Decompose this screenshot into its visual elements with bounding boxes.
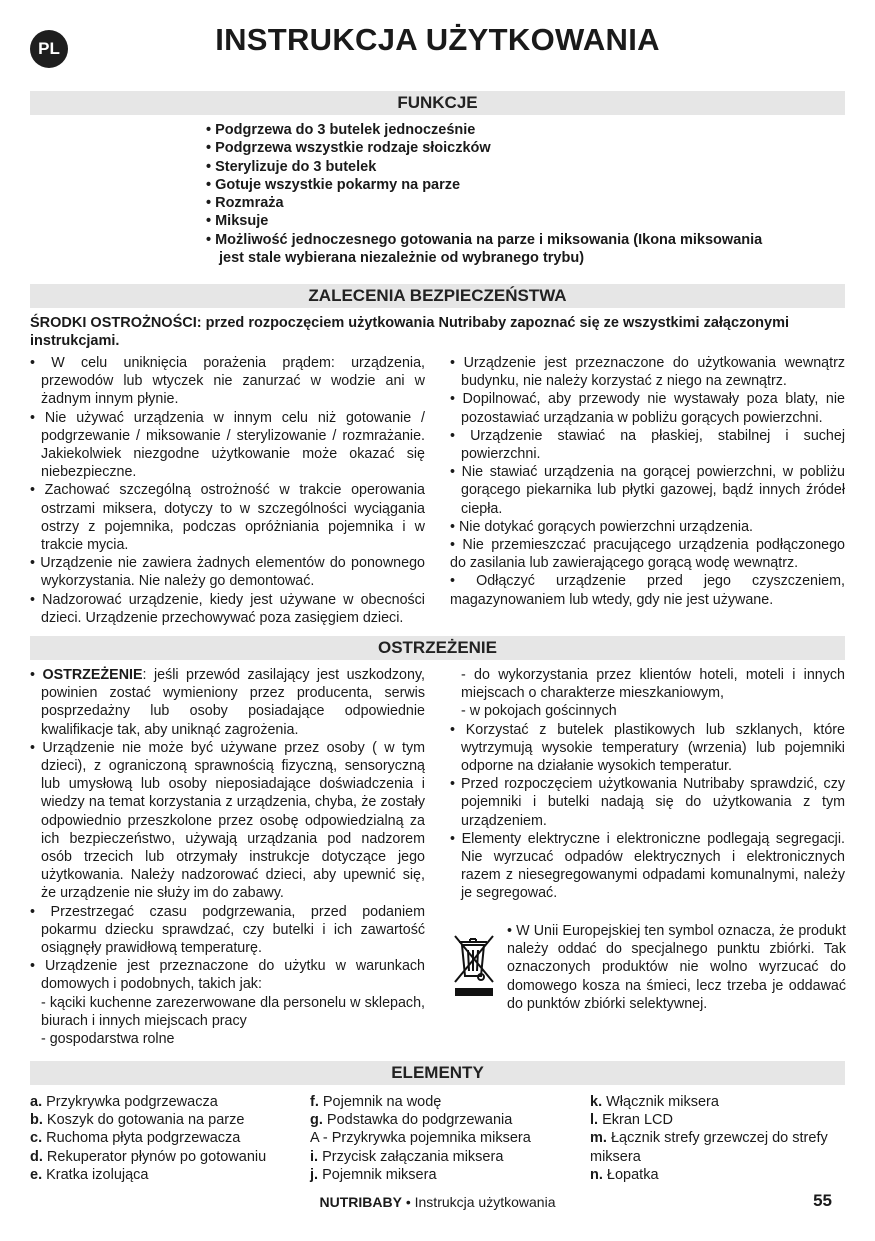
bullet: • [30, 667, 43, 683]
warning-left-column [30, 666, 425, 1048]
element-item [30, 1111, 295, 1129]
safety-item: • Nie stawiać urządzenia na gorącej powierzchni, w pobliżu gorącego piekarnika lub płytki gazowej, bądź innych źródeł ciepła. [450, 464, 845, 517]
section-heading-safety: ZALECENIA BEZPIECZEŃSTWA [30, 284, 845, 308]
element-item [30, 1093, 295, 1111]
warning-subitem: - do wykorzystania przez klientów hoteli, moteli i innych miejscach o charakterze mieszkaniowym, [461, 667, 845, 702]
element-key: m. [590, 1130, 607, 1147]
safety-left-column [30, 354, 425, 627]
safety-item: • Zachować szczególną ostrożność w trakcie operowania ostrzami miksera, dotyczy to w szczególności wyciągania ostrzy z pojemnika, podczas opróżniania pojemnika i w trakcie mycia. [30, 482, 425, 554]
feature-item: • Sterylizuje do 3 butelek [206, 158, 377, 175]
warning-subitem: - gospodarstwa rolne [41, 1031, 175, 1048]
element-key: k. [590, 1094, 603, 1110]
element-item [310, 1129, 575, 1147]
element-item [310, 1148, 575, 1166]
element-key: b. [30, 1112, 43, 1129]
element-label: Łącznik strefy grzewczej do strefy miksera [590, 1130, 828, 1165]
element-key: n. [590, 1166, 603, 1183]
element-label: Koszyk do gotowania na parze [42, 1112, 245, 1129]
element-label: Ruchoma płyta podgrzewacza [42, 1130, 241, 1147]
feature-item: • Możliwość jednoczesnego gotowania na parze i miksowania (Ikona miksowania jest stale wybierana niezależnie od wybranego trybu) [206, 231, 763, 267]
element-label: Rekuperator płynów po gotowaniu [42, 1148, 267, 1165]
element-item [30, 1148, 295, 1166]
element-label: Przycisk załączania miksera [318, 1148, 504, 1165]
safety-item: • Nie dotykać gorących powierzchni urządzenia. [450, 518, 754, 535]
element-label: Łopatka [602, 1166, 659, 1183]
warning-item: • Urządzenie jest przeznaczone do użytku w warunkach domowych i podobnych, takich jak: [30, 958, 425, 993]
element-key: l. [590, 1112, 599, 1129]
warning-item: • Urządzenie nie może być używane przez osoby ( w tym dzieci), z ograniczoną sprawnością fizyczną, sensoryczną lub umysłową lub osoby nieposiadające doświadczenia i wiedzy na temat korzystania z urządzenia, chyba, że zostały odpowiednio przeszkolone przez osobę odpowiedzialną za ich bezpieczeństwo, używają urządzania pod nadzorem osób trzecich lub otrzymały instrukcje dotyczące jego użytkowania. Należy nadzorować dzieci, aby upewnić się, że urządzenie nie służy im do zabawy. [30, 739, 425, 902]
safety-intro: ŚRODKI OSTROŻNOŚCI: przed rozpoczęciem użytkowania Nutribaby zapoznać się ze wszystkimi załączonymi instrukcjami. [30, 315, 790, 349]
safety-item: • Nie używać urządzenia w innym celu niż gotowanie / podgrzewanie / miksowanie / sterylizowanie / rozmrażanie. Jakiekolwiek niezgodne użytkowanie może okazać się niebezpieczne. [30, 409, 425, 481]
safety-item: • Urządzenie stawiać na płaskiej, stabilnej i suchej powierzchni. [450, 427, 845, 463]
element-key: a. [30, 1094, 43, 1110]
safety-right-column [450, 354, 845, 609]
safety-item: • Odłączyć urządzenie przed jego czyszczeniem, magazynowaniem lub wtedy, gdy nie jest używane. [450, 573, 845, 608]
element-label: Pojemnik na wodę [318, 1094, 442, 1110]
element-key: j. [310, 1166, 319, 1183]
elements-column-3 [590, 1093, 847, 1184]
warning-item: • Przed rozpoczęciem użytkowania Nutribaby sprawdzić, czy pojemniki i butelki nadają się do użytkowania z tym urządzeniem. [450, 776, 845, 829]
section-heading-warning: OSTRZEŻENIE [30, 636, 845, 660]
feature-item: • Podgrzewa wszystkie rodzaje słoiczków [206, 140, 491, 157]
safety-item: • Nie przemieszczać pracującego urządzenia podłączonego do zasilania lub zawierającego gorącą wodę wewnątrz. [450, 537, 845, 572]
weee-text: • W Unii Europejskiej ten symbol oznacza, że produkt należy oddać do specjalnego punktu zbiórki. Tak oznaczonych produktów nie wolno wyrzucać do domowego kosza na śmieci, lecz trzeba je oddawać do punktów zbiórki selektywnej. [507, 923, 846, 1012]
element-label: A - Przykrywka pojemnika miksera [310, 1130, 531, 1147]
element-label: Przykrywka podgrzewacza [42, 1094, 218, 1110]
warning-subitem: - kąciki kuchenne zarezerwowane dla personelu w sklepach, biurach i innych miejscach pracy [41, 994, 425, 1029]
warning-item: • Korzystać z butelek plastikowych lub szklanych, które wytrzymują wysokie temperatury (wrzenia) lub pojemniki odporne na działanie wysokich temperatur. [450, 721, 845, 775]
safety-item: • Urządzenie jest przeznaczone do użytkowania wewnątrz budynku, nie należy korzystać z niego na zewnątrz. [450, 355, 845, 390]
element-item [310, 1166, 575, 1184]
element-item [30, 1129, 295, 1147]
element-key: g. [310, 1112, 323, 1129]
footer-text: • Instrukcja użytkowania [401, 1194, 556, 1210]
safety-item: • Dopilnować, aby przewody nie wystawały poza blaty, nie pozostawiać urządzania w pobliżu gorących powierzchni. [450, 391, 845, 426]
features-list [206, 121, 766, 267]
element-key: i. [310, 1148, 319, 1165]
page-number: 55 [813, 1191, 832, 1210]
warning-text: : jeśli przewód zasilający jest uszkodzony, powinien zostać wymieniony przez producenta, serwis posprzedażny lub osoby posiadające odpowiednie kwalifikacje tak, aby uniknąć zagrożenia. [41, 667, 425, 738]
element-label: Ekran LCD [598, 1112, 674, 1129]
language-badge: PL [30, 30, 68, 68]
element-key: d. [30, 1148, 43, 1165]
element-label: Kratka izolująca [42, 1166, 149, 1183]
warning-item [30, 666, 425, 739]
element-label: Włącznik miksera [602, 1094, 719, 1110]
warning-item: • Przestrzegać czasu podgrzewania, przed podaniem pokarmu dziecku sprawdzać, czy butelki i ich zawartość osiągnęły prawidłową temperaturę. [30, 903, 425, 957]
warning-right-column [450, 666, 845, 903]
element-item [590, 1129, 847, 1165]
elements-column-1 [30, 1093, 295, 1184]
crossed-out-bin-icon [452, 932, 496, 998]
element-key: c. [30, 1130, 43, 1147]
elements-column-2 [310, 1093, 575, 1184]
feature-item: • Miksuje [206, 213, 269, 230]
element-key: f. [310, 1094, 319, 1110]
warning-subitem: - w pokojach gościnnych [461, 703, 617, 720]
section-heading-functions: FUNKCJE [30, 91, 845, 115]
feature-item: • Rozmraża [206, 195, 284, 212]
element-key: e. [30, 1166, 43, 1183]
page-title: INSTRUKCJA UŻYTKOWANIA [215, 22, 660, 57]
element-label: Pojemnik miksera [318, 1166, 437, 1183]
element-item [310, 1111, 575, 1129]
warning-item: • Elementy elektryczne i elektroniczne podlegają segregacji. Nie wyrzucać odpadów elektrycznych i elektronicznych razem z niesegregowanymi odpadami komunalnymi, należy je segregować. [450, 830, 845, 902]
feature-item: • Podgrzewa do 3 butelek jednocześnie [206, 122, 476, 138]
element-label: Podstawka do podgrzewania [322, 1112, 513, 1129]
element-item [590, 1111, 847, 1129]
safety-item: • W celu uniknięcia porażenia prądem: urządzenia, przewodów lub wtyczek nie zanurzać w wodzie ani w żadnym innym płynie. [30, 355, 425, 408]
safety-item: • Nadzorować urządzenie, kiedy jest używane w obecności dzieci. Urządzenie przechowywać poza zasięgiem dzieci. [30, 591, 425, 626]
footer-brand: NUTRIBABY [319, 1194, 402, 1210]
page-footer [0, 1194, 875, 1210]
section-heading-elements: ELEMENTY [30, 1061, 845, 1085]
element-item [310, 1093, 575, 1111]
element-item [590, 1166, 847, 1184]
safety-item: • Urządzenie nie zawiera żadnych elementów do ponownego wykorzystania. Nie należy go demontować. [30, 555, 425, 590]
element-item [590, 1093, 847, 1111]
warning-label: OSTRZEŻENIE [42, 667, 143, 683]
element-item [30, 1166, 295, 1184]
feature-item: • Gotuje wszystkie pokarmy na parze [206, 176, 461, 193]
